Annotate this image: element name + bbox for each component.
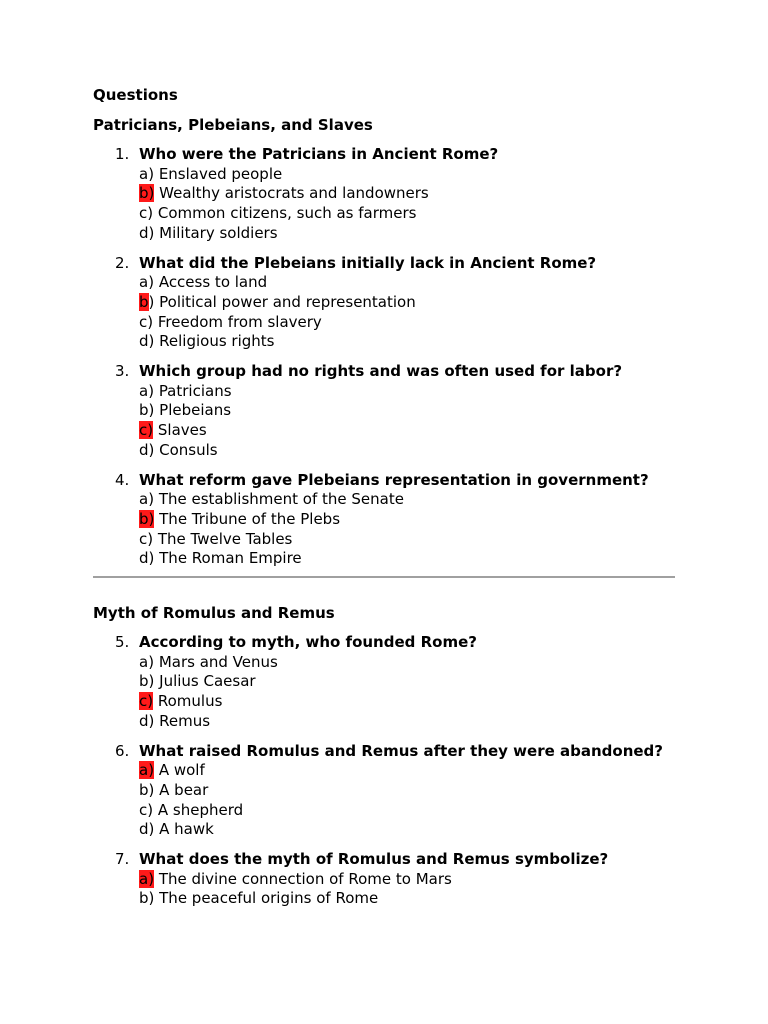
answer-text: The peaceful origins of Rome — [154, 889, 379, 908]
answer-option — [139, 889, 679, 909]
answer-text: Common citizens, such as farmers — [153, 204, 417, 223]
answer-marker: c) — [139, 800, 154, 819]
question-list-section-2 — [0, 633, 768, 919]
answer-option — [139, 490, 679, 510]
answer-marker-highlighted: a) — [139, 869, 155, 888]
answer-option — [139, 653, 679, 673]
answer-option — [139, 421, 679, 441]
answer-marker: b) — [139, 780, 155, 799]
answer-option — [139, 510, 679, 530]
answer-text: Political power and representation — [154, 292, 416, 311]
answer-marker: d) — [139, 440, 155, 459]
answer-text: Plebeians — [154, 401, 232, 420]
answer-marker: c) — [139, 204, 154, 223]
answer-text: A shepherd — [153, 800, 244, 819]
answer-text: The Roman Empire — [154, 549, 302, 568]
question-number: 6. — [115, 741, 130, 760]
answer-marker: d) — [139, 820, 155, 839]
answer-text: A wolf — [154, 761, 205, 780]
answer-marker-highlighted: b) — [139, 509, 155, 528]
answer-option — [139, 820, 679, 840]
answer-option — [139, 165, 679, 185]
question-number: 3. — [115, 362, 130, 381]
answer-option — [139, 184, 679, 204]
answer-option — [139, 761, 679, 781]
section-heading-patricians: Patricians, Plebeians, and Slaves — [93, 116, 373, 134]
answer-marker-highlighted: c) — [139, 692, 154, 711]
answer-option — [139, 801, 679, 821]
answer-marker: b) — [139, 889, 155, 908]
answer-text: Wealthy aristocrats and landowners — [154, 184, 429, 203]
answer-marker: d) — [139, 549, 155, 568]
answer-text: Remus — [154, 711, 211, 730]
answer-text: Access to land — [154, 273, 268, 292]
question-item — [0, 471, 679, 570]
question-item — [0, 742, 679, 841]
answer-marker-highlighted: b) — [139, 184, 155, 203]
answer-marker: a) — [139, 381, 155, 400]
question-text: According to myth, who founded Rome? — [139, 633, 477, 651]
question-number: 1. — [115, 145, 130, 163]
answer-text: The divine connection of Rome to Mars — [154, 869, 452, 888]
answer-option — [139, 530, 679, 550]
answer-text: Mars and Venus — [154, 652, 278, 671]
answer-option — [139, 401, 679, 421]
answer-text: Romulus — [153, 692, 223, 711]
question-item — [0, 633, 679, 732]
answer-text: The Tribune of the Plebs — [154, 509, 341, 528]
answer-text: Slaves — [153, 421, 207, 440]
answer-marker: c) — [139, 312, 154, 331]
question-text: Who were the Patricians in Ancient Rome? — [139, 145, 499, 163]
answer-option — [139, 672, 679, 692]
answer-option — [139, 712, 679, 732]
answer-option — [139, 313, 679, 333]
question-item — [0, 362, 679, 461]
question-number: 7. — [115, 850, 130, 869]
answer-marker-highlighted: b — [139, 292, 149, 311]
answer-option — [139, 781, 679, 801]
answer-option — [139, 332, 679, 352]
answer-option — [139, 870, 679, 890]
question-item — [0, 254, 679, 353]
question-number: 4. — [115, 470, 130, 489]
answer-text: Patricians — [154, 381, 232, 400]
answer-option — [139, 273, 679, 293]
answer-marker: a) — [139, 490, 155, 509]
answer-text: A hawk — [154, 820, 214, 839]
answer-option — [139, 549, 679, 569]
answer-option — [139, 293, 679, 313]
question-number: 5. — [115, 633, 130, 651]
answer-marker: a) — [139, 652, 155, 671]
question-text: Which group had no rights and was often used for labor? — [139, 362, 623, 381]
answer-marker: a) — [139, 164, 155, 183]
question-number: 2. — [115, 253, 130, 272]
answer-text: Religious rights — [154, 332, 275, 351]
answer-text: Enslaved people — [154, 164, 283, 183]
answer-marker: c) — [139, 529, 154, 548]
question-text: What did the Plebeians initially lack in Ancient Rome? — [139, 253, 597, 272]
answer-text: The establishment of the Senate — [154, 490, 404, 509]
document-title: Questions — [93, 86, 178, 104]
answer-marker-paren: ) — [148, 292, 155, 311]
answer-marker: a) — [139, 273, 155, 292]
answer-marker: b) — [139, 401, 155, 420]
question-text: What reform gave Plebeians representation in government? — [139, 470, 649, 489]
question-item — [0, 850, 679, 909]
answer-option — [139, 224, 679, 244]
answer-text: A bear — [154, 780, 209, 799]
answer-marker: b) — [139, 672, 155, 691]
answer-text: Julius Caesar — [154, 672, 256, 691]
section-divider — [93, 576, 675, 578]
answer-marker: d) — [139, 711, 155, 730]
answer-option — [139, 204, 679, 224]
question-text: What does the myth of Romulus and Remus symbolize? — [139, 850, 609, 869]
section-heading-romulus-remus: Myth of Romulus and Remus — [93, 604, 335, 622]
answer-marker: d) — [139, 223, 155, 242]
question-list-section-1 — [0, 145, 768, 579]
question-text: What raised Romulus and Remus after they were abandoned? — [139, 741, 663, 760]
question-item — [0, 145, 679, 244]
answer-option — [139, 382, 679, 402]
answer-text: Military soldiers — [154, 223, 278, 242]
answer-marker-highlighted: a) — [139, 761, 155, 780]
answer-option — [139, 441, 679, 461]
answer-text: Consuls — [154, 440, 218, 459]
answer-option — [139, 692, 679, 712]
answer-text: The Twelve Tables — [153, 529, 293, 548]
answer-marker: d) — [139, 332, 155, 351]
answer-marker-highlighted: c) — [139, 421, 154, 440]
answer-text: Freedom from slavery — [153, 312, 322, 331]
